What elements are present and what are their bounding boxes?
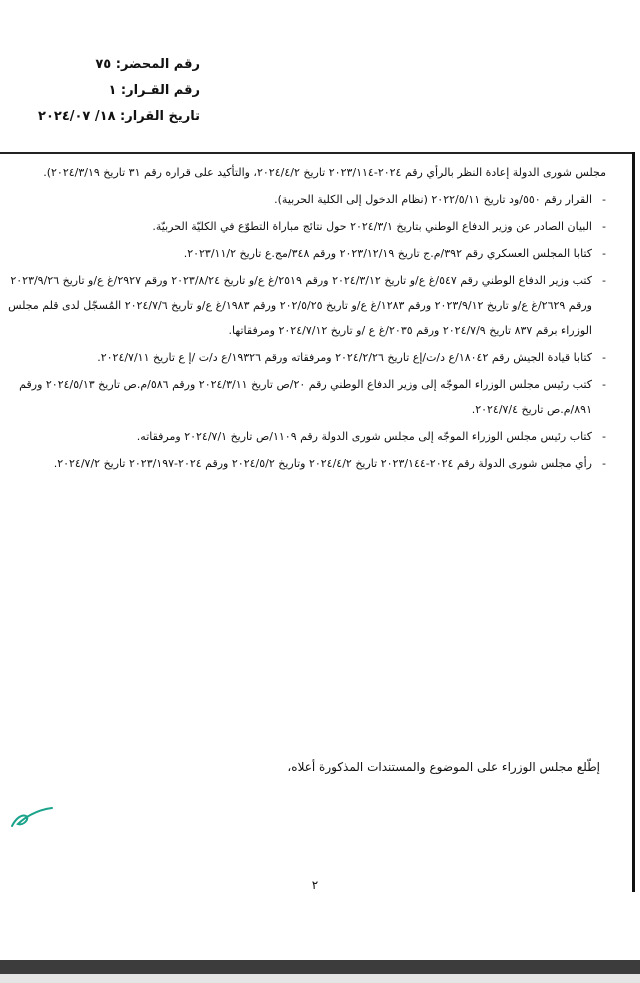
bullet-dash: -: [602, 430, 606, 443]
list-item-text: كتاب رئيس مجلس الوزراء الموجّه إلى مجلس شورى الدولة رقم ١١٠٩/ص تاريخ ٢٠٢٤/٧/١ ومرفقاته.: [136, 430, 592, 443]
list-item: [6, 187, 606, 212]
list-item: [6, 424, 606, 449]
list-item-text: القرار رقم ٥٥٠/ود تاريخ ٢٠٢٢/٥/١١ (نظام الدخول إلى الكلية الحربية).: [274, 193, 592, 206]
list-item: [6, 268, 606, 343]
intro-paragraph: مجلس شورى الدولة إعادة النظر بالرأي رقم ٢٠٢٤-٢٠٢٣/١١٤ تاريخ ٢٠٢٤/٤/٢، والتأكيد على قراره رقم ٣١ تاريخ ٢٠٢٤/٣/١٩).: [43, 166, 606, 179]
bullet-dash: -: [602, 378, 606, 391]
list-item: [6, 372, 606, 422]
decision-header: [30, 52, 200, 130]
list-item-text: البيان الصادر عن وزير الدفاع الوطني بتاريخ ٢٠٢٤/٣/١ حول نتائج مباراة التطوّع في الكليّة الحربيّة.: [152, 220, 592, 233]
decision-number: رقم القـرار: ١: [108, 83, 200, 98]
signature-mark: [8, 800, 56, 834]
list-item-text: كتابا المجلس العسكري رقم ٣٩٢/م.ج تاريخ ٢٠٢٣/١٢/١٩ ورقم ٣٤٨/مج.ع تاريخ ٢٠٢٣/١١/٢.: [183, 247, 592, 260]
list-item-text: كتابا قيادة الجيش رقم ١٨٠٤٢/ع د/ت/إع تاريخ ٢٠٢٤/٢/٢٦ ومرفقاته ورقم ١٩٣٢٦/ع د/ت /إ ع تاريخ ٢٠٢٤/٧/١١.: [97, 351, 592, 364]
list-item: [6, 451, 606, 476]
top-rule: [0, 152, 634, 154]
list-item: [6, 345, 606, 370]
closing-statement: إطّلع مجلس الوزراء على الموضوع والمستندات المذكورة أعلاه،: [287, 760, 600, 774]
page-number: ٢: [311, 878, 319, 892]
minutes-number: رقم المحضر: ٧٥: [95, 57, 200, 72]
bullet-dash: -: [602, 220, 606, 233]
decision-date: تاريخ القرار: ١٨/ ٢٠٢٤/٠٧: [38, 109, 200, 124]
bullet-dash: -: [602, 274, 606, 287]
list-item-text: رأي مجلس شورى الدولة رقم ٢٠٢٤-٢٠٢٣/١٤٤ تاريخ ٢٠٢٤/٤/٢ وتاريخ ٢٠٢٤/٥/٢ ورقم ٢٠٢٤-٢٠٢٣/١٩٧ تاريخ ٢٠٢٤/٧/٢.: [53, 457, 592, 470]
list-item: [6, 241, 606, 266]
bullet-dash: -: [602, 351, 606, 364]
list-item-text: كتب وزير الدفاع الوطني رقم ٥٤٧/غ ع/و تاريخ ٢٠٢٤/٣/١٢ ورقم ٢٥١٩/غ ع/و تاريخ ٢٠٢٣/٨/٢٤ ورقم ٢٩٢٧/غ ع/و تاريخ ٢٠٢٣/٩/٢٦ ورقم ٢٦٢٩/غ ع/و تاريخ ٢٠٢٣/٩/١٢ ورقم ١٢٨٣/غ ع/و تاريخ ٢٠٢/٥/٢٥ ورقم ١٩٨٣/غ ع/و تاريخ ٢٠٢٤/٧/٦ المُسجّل لدى قلم مجلس الوزراء برقم ٨٣٧ تاريخ ٢٠٢٤/٧/٩ ورقم ٢٠٣٥/غ ع /و تاريخ ٢٠٢٤/٧/١٢ ومرفقاتها.: [8, 274, 592, 337]
list-item-text: كتب رئيس مجلس الوزراء الموجّه إلى وزير الدفاع الوطني رقم ٢٠/ص تاريخ ٢٠٢٤/٣/١١ ورقم ٥٨٦/م.ص تاريخ ٢٠٢٤/٥/١٣ ورقم ٨٩١/م.ص تاريخ ٢٠٢٤/٧/٤.: [19, 378, 592, 416]
bullet-dash: -: [602, 247, 606, 260]
bullet-dash: -: [602, 193, 606, 206]
viewer-bottom-band: [0, 960, 640, 974]
margin-rule: [632, 152, 635, 892]
viewer-bottom-edge: [0, 974, 640, 983]
bullet-dash: -: [602, 457, 606, 470]
list-item: [6, 214, 606, 239]
document-body: [6, 160, 606, 478]
